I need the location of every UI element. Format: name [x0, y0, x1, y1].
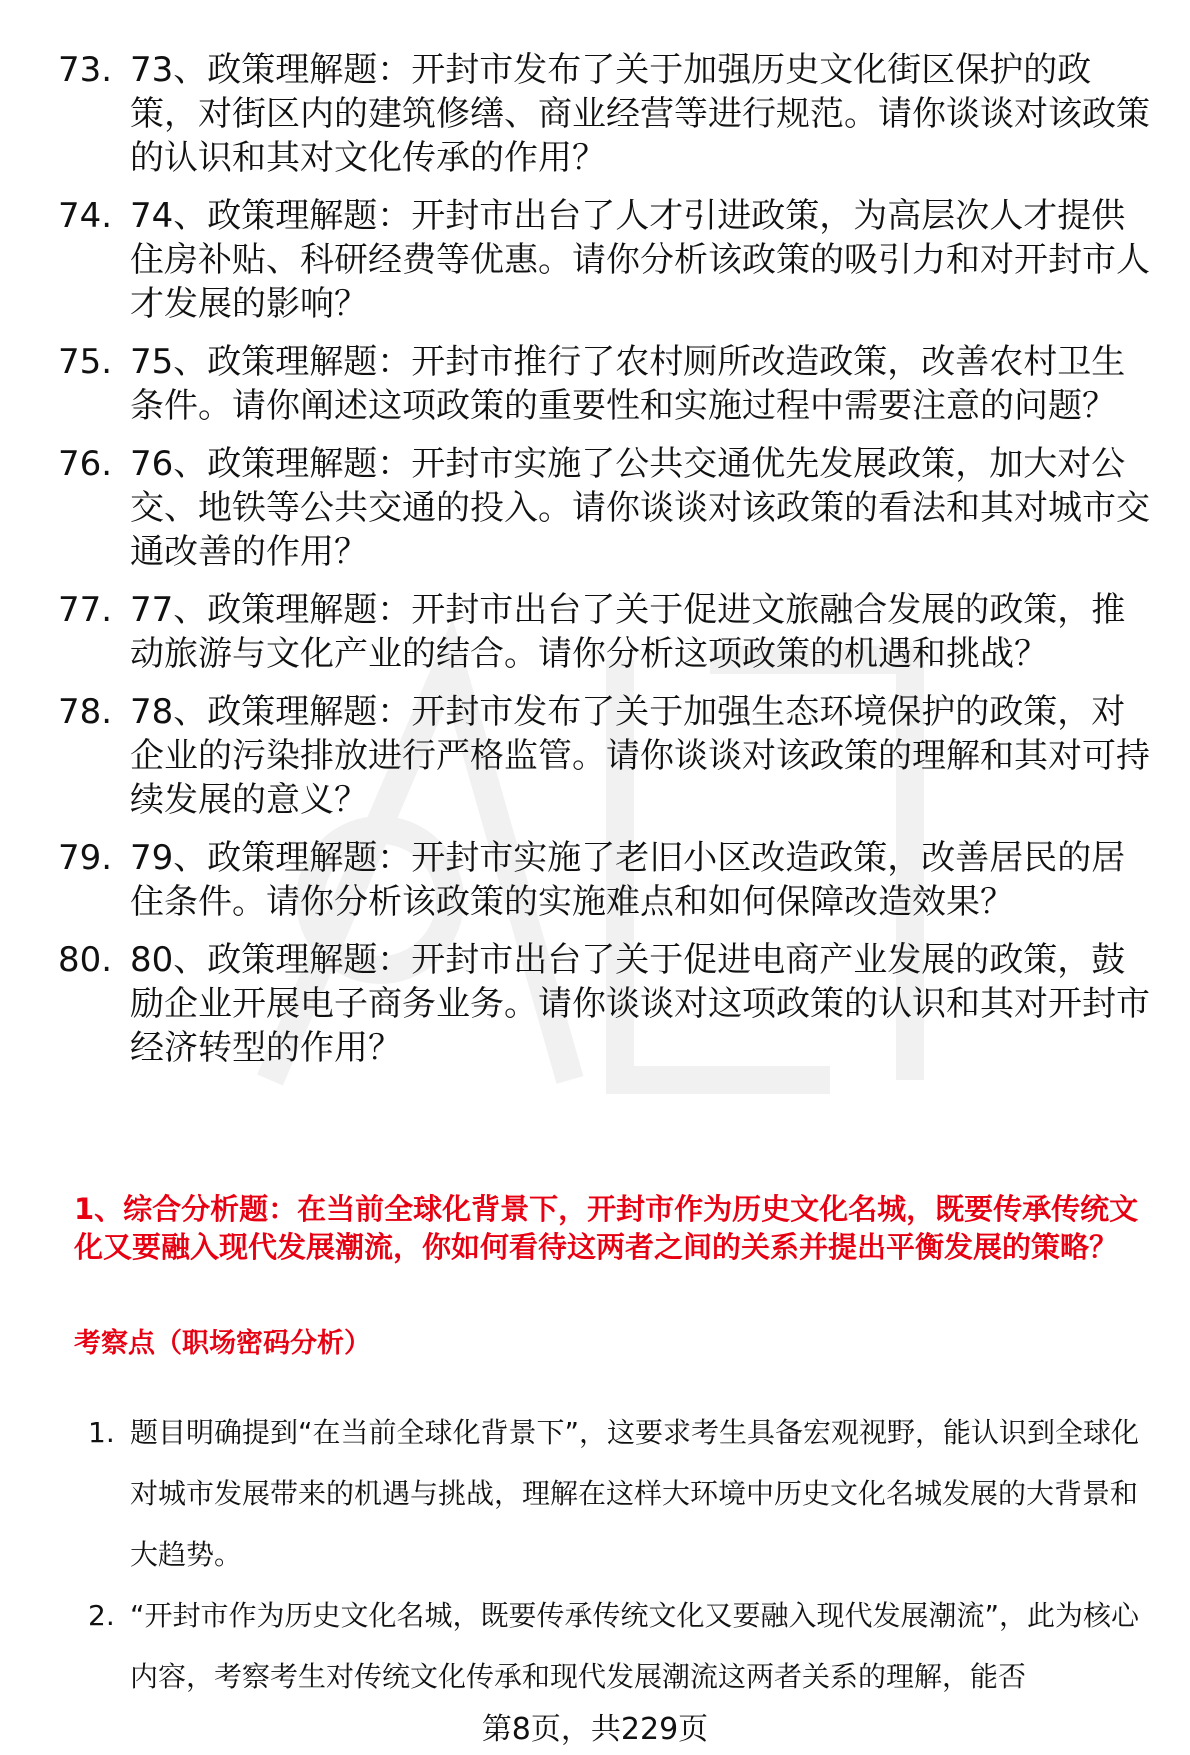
question-item	[58, 836, 1158, 924]
question-text: 79、政策理解题：开封市实施了老旧小区改造政策，改善居民的居住条件。请你分析该政策的实施难点和如何保障改造效果？	[130, 838, 1126, 922]
points-list	[74, 1402, 1158, 1707]
point-item	[74, 1402, 1158, 1585]
page-footer: 第8页，共229页	[481, 1712, 709, 1747]
analysis-question-title: 1、综合分析题：在当前全球化背景下，开封市作为历史文化名城，既要传承传统文化又要融入现代发展潮流，你如何看待这两者之间的关系并提出平衡发展的策略？	[74, 1192, 1139, 1264]
question-text: 74、政策理解题：开封市出台了人才引进政策，为高层次人才提供住房补贴、科研经费等优惠。请你分析该政策的吸引力和对开封市人才发展的影响？	[130, 196, 1150, 324]
question-number: 77.	[58, 590, 113, 630]
question-text: 80、政策理解题：开封市出台了关于促进电商产业发展的政策，鼓励企业开展电子商务业务。请你谈谈对这项政策的认识和其对开封市经济转型的作用？	[130, 940, 1150, 1068]
question-text: 73、政策理解题：开封市发布了关于加强历史文化街区保护的政策，对街区内的建筑修缮、商业经营等进行规范。请你谈谈对该政策的认识和其对文化传承的作用？	[130, 50, 1150, 178]
question-number: 80.	[58, 940, 113, 980]
question-number: 76.	[58, 444, 113, 484]
question-item	[58, 340, 1158, 428]
point-number: 1.	[88, 1416, 115, 1449]
question-item	[58, 588, 1158, 676]
question-number: 73.	[58, 50, 113, 90]
question-number: 75.	[58, 342, 113, 382]
question-item	[58, 938, 1158, 1070]
question-text: 78、政策理解题：开封市发布了关于加强生态环境保护的政策，对企业的污染排放进行严格监管。请你谈谈对该政策的理解和其对可持续发展的意义？	[130, 692, 1150, 820]
point-item	[74, 1585, 1158, 1707]
question-item	[58, 48, 1158, 180]
point-text: 题目明确提到“在当前全球化背景下”，这要求考生具备宏观视野，能认识到全球化对城市发展带来的机遇与挑战，理解在这样大环境中历史文化名城发展的大背景和大趋势。	[130, 1416, 1140, 1571]
question-item	[58, 194, 1158, 326]
question-list	[58, 48, 1158, 1084]
points-heading: 考察点（职场密码分析）	[74, 1328, 371, 1359]
question-item	[58, 442, 1158, 574]
question-text: 76、政策理解题：开封市实施了公共交通优先发展政策，加大对公交、地铁等公共交通的投入。请你谈谈对该政策的看法和其对城市交通改善的作用？	[130, 444, 1150, 572]
question-text: 77、政策理解题：开封市出台了关于促进文旅融合发展的政策，推动旅游与文化产业的结合。请你分析这项政策的机遇和挑战？	[130, 590, 1126, 674]
question-item	[58, 690, 1158, 822]
question-number: 79.	[58, 838, 113, 878]
point-number: 2.	[88, 1599, 115, 1632]
question-number: 78.	[58, 692, 113, 732]
point-text: “开封市作为历史文化名城，既要传承传统文化又要融入现代发展潮流”，此为核心内容，考察考生对传统文化传承和现代发展潮流这两者关系的理解，能否	[130, 1599, 1140, 1693]
question-number: 74.	[58, 196, 113, 236]
question-text: 75、政策理解题：开封市推行了农村厕所改造政策，改善农村卫生条件。请你阐述这项政策的重要性和实施过程中需要注意的问题？	[130, 342, 1126, 426]
